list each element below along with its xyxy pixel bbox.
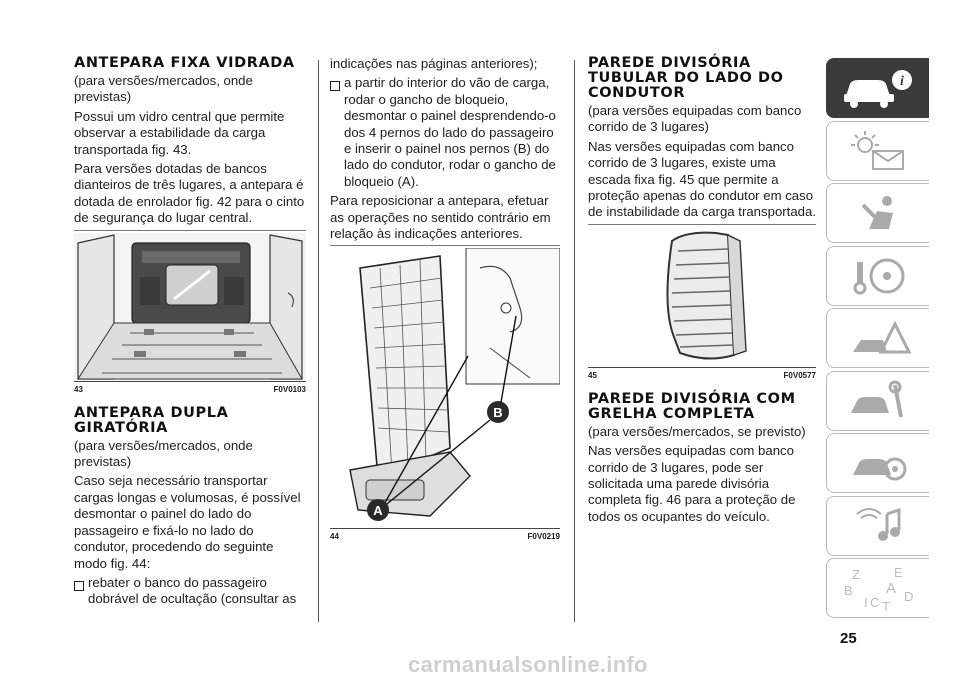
paragraph: Nas versões equipadas com banco corrido de 3 lugares, pode ser solicitada uma parede divisória completa fig. 46 para a proteção de todos os ocupantes do veículo.	[588, 443, 796, 524]
maintenance-tools-icon	[843, 379, 913, 423]
figure-code: F0V0219	[527, 532, 560, 542]
tubular-partition-illustration	[588, 227, 816, 367]
figure-code: F0V0577	[783, 370, 816, 380]
figure-number: 45	[588, 370, 597, 380]
index-letter: Z	[852, 567, 860, 582]
steering-key-icon	[843, 254, 913, 298]
airbag-seat-icon	[843, 191, 913, 235]
car-info-icon	[838, 66, 918, 110]
figure-top-rule	[74, 230, 306, 231]
page-number: 25	[840, 630, 857, 647]
chapter-tabs	[826, 58, 930, 621]
paragraph: Caso seja necessário transportar cargas longas e volumosas, é possível desmontar o painel do lado do passageiro e fixá-lo no lado do condutor, procedendo do seguinte modo fig. 44:	[74, 473, 301, 571]
section-heading: ANTEPARA FIXA VIDRADA	[74, 55, 295, 71]
list-item	[74, 575, 306, 611]
figure-code: F0V0103	[273, 384, 306, 394]
index-letter: B	[844, 583, 853, 598]
figure-number: 43	[74, 384, 83, 394]
paragraph: (para versões/mercados, onde previstas)	[74, 437, 253, 470]
figure-top-rule	[588, 224, 816, 225]
figure-44	[330, 248, 560, 529]
emergency-triangle-icon	[843, 316, 913, 360]
multimedia-icon	[843, 504, 913, 548]
index-letter: D	[904, 589, 914, 604]
column-1	[74, 56, 306, 611]
figure-caption	[330, 532, 560, 541]
column-divider	[574, 60, 575, 622]
paragraph: indicações nas páginas anteriores);	[330, 56, 538, 71]
section-heading: PAREDE DIVISÓRIA COM GRELHA COMPLETA	[588, 390, 796, 422]
figure-number: 44	[330, 532, 339, 542]
svg-text:i: i	[900, 74, 904, 89]
rotating-bulkhead-illustration	[330, 248, 560, 528]
tab-safety[interactable]	[826, 183, 929, 243]
figure-45	[588, 227, 816, 368]
tab-technical-data[interactable]	[826, 433, 929, 493]
paragraph: Para versões dotadas de bancos dianteiros de três lugares, a antepara é dotada de enrolador fig. 42 para o cinto de segurança do lugar central.	[74, 161, 305, 226]
column-2	[330, 56, 560, 541]
warning-lights-icon	[843, 129, 913, 173]
list-item	[330, 75, 560, 193]
figure-caption	[74, 385, 306, 394]
paragraph: a partir do interior do vão de carga, rodar o gancho de bloqueio, desmontar o painel desprendendo-o dos 4 pernos do lado do passageiro e inserir o painel nos pernos (B) do lado do condutor, rodar o gancho de bloqueio (A).	[344, 75, 556, 189]
paragraph: Nas versões equipadas com banco corrido de 3 lugares, existe uma escada fixa fig. 45 que permite a proteção apenas do condutor em caso de instabilidade da carga transportada.	[588, 138, 817, 220]
tab-car-info[interactable]	[826, 58, 929, 118]
technical-data-icon	[843, 441, 913, 485]
column-divider	[318, 60, 319, 622]
bullet-icon	[330, 78, 344, 96]
tab-maintenance[interactable]	[826, 371, 929, 431]
tab-emergency[interactable]	[826, 308, 929, 368]
paragraph: Para reposicionar a antepara, efetuar as operações no sentido contrário em relação às indicações anteriores.	[330, 193, 551, 242]
tab-starting-driving[interactable]	[826, 246, 929, 306]
paragraph: (para versões/mercados, se previsto)	[588, 423, 806, 439]
paragraph: (para versões equipadas com banco corrido de 3 lugares)	[588, 103, 802, 135]
tab-index[interactable]	[826, 558, 929, 618]
watermark: carmanualsonline.info	[408, 652, 648, 677]
section-heading: PAREDE DIVISÓRIA TUBULAR DO LADO DO CONDUTOR	[588, 55, 784, 101]
figure-top-rule	[330, 245, 560, 246]
paragraph: (para versões/mercados, onde previstas)	[74, 73, 253, 105]
index-letter: A	[886, 580, 897, 597]
paragraph: Possui um vidro central que permite observar a estabilidade da carga transportada fig. 43.	[74, 108, 285, 157]
index-letter: T	[882, 599, 890, 613]
tab-multimedia[interactable]	[826, 496, 929, 556]
section-heading: ANTEPARA DUPLA GIRATÓRIA	[74, 404, 229, 436]
figure-43	[74, 233, 306, 382]
column-3	[588, 56, 816, 528]
index-letter: E	[894, 565, 903, 580]
bullet-icon	[74, 578, 88, 596]
index-letter: I	[864, 595, 868, 610]
index-letter: C	[870, 595, 880, 610]
cargo-bulkhead-illustration	[74, 233, 306, 381]
figure-caption	[588, 371, 816, 380]
tab-warning-lights[interactable]	[826, 121, 929, 181]
paragraph: rebater o banco do passageiro dobrável de ocultação (consultar as	[88, 574, 297, 607]
callout-b: B	[493, 405, 503, 421]
index-icon	[838, 563, 918, 613]
callout-a: A	[373, 503, 383, 519]
